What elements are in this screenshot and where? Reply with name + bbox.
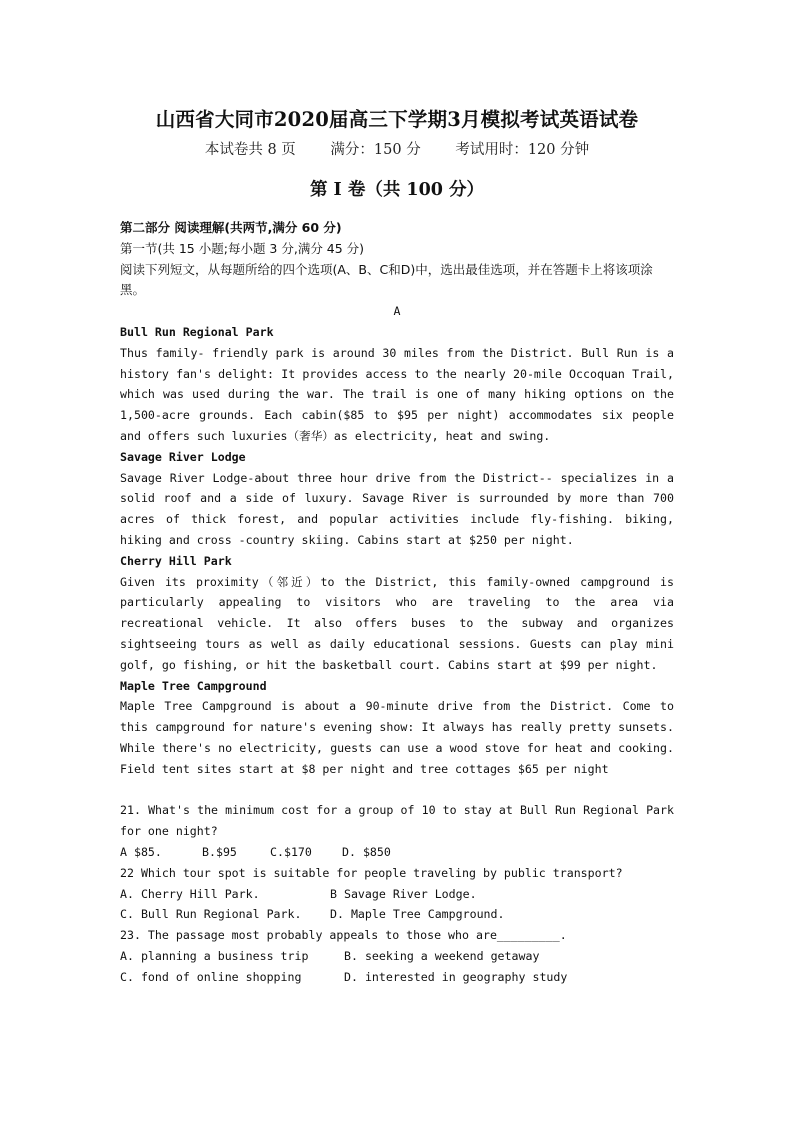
passage-heading: Savage River Lodge: [120, 449, 246, 464]
section-heading: 第二部分 阅读理解(共两节,满分 60 分): [120, 220, 342, 235]
option-a: A $85.: [120, 844, 162, 859]
option-b: B Savage River Lodge.: [330, 886, 477, 901]
passage-text: Savage River Lodge-about three hour drive from the District-- specializes in a solid roof and a side of luxury. Savage River is surrounded by more than 700 acres of thick forest, and popular activities include fly-fishing. biking, hiking and cross -country skiing. Cabins start at $250 per night.: [120, 470, 674, 547]
passage-heading: Cherry Hill Park: [120, 553, 232, 568]
question-options: [120, 946, 674, 967]
question-options: [120, 842, 674, 863]
volume-heading: 第 I 卷（共 100 分）: [309, 180, 485, 200]
full-score: 满分：150 分: [330, 142, 421, 158]
option-c: C.$170: [270, 844, 312, 859]
option-d: D. interested in geography study: [344, 969, 568, 984]
section-subheading: 第一节(共 15 小题;每小题 3 分,满分 45 分): [120, 240, 365, 256]
option-d: D. Maple Tree Campground.: [330, 907, 505, 922]
page-count: 本试卷共 8 页: [204, 142, 296, 158]
question-options: [120, 967, 674, 988]
question-stem: 23. The passage most probably appeals to those who are_________.: [120, 928, 567, 943]
passage-text: Thus family- friendly park is around 30 miles from the District. Bull Run is a history fan's delight: It provides access to the nearly 20-mile Occoquan Trail, which was used during the war. The trail is one of many hiking options on the 1,500-acre grounds. Each cabin($85 to $95 per night) accommodates six people and offers such luxuries（奢华）as electricity, heat and swing.: [120, 345, 674, 443]
exam-title: 山西省大同市2020届高三下学期3月模拟考试英语试卷: [155, 108, 639, 131]
option-a: A. planning a business trip: [120, 948, 309, 963]
reading-section: [120, 218, 674, 987]
question-options: [120, 904, 674, 925]
option-c: C. Bull Run Regional Park.: [120, 907, 302, 922]
passage-text: Given its proximity（邻近）to the District, this family-owned campground is particularly appealing to visitors who are traveling to the area via recreational vehicle. It also offers buses to the subway and organizes sightseeing tours as well as daily educational sessions. Guests can play mini golf, go fishing, or hit the basketball court. Cabins start at $99 per night.: [120, 574, 674, 672]
passage-label: A: [393, 304, 401, 319]
question-stem: 21. What's the minimum cost for a group of 10 to stay at Bull Run Regional Park for one night?: [120, 803, 674, 839]
option-d: D. $850: [342, 844, 391, 859]
question-stem: 22 Which tour spot is suitable for people traveling by public transport?: [120, 865, 623, 880]
question-options: [120, 884, 674, 905]
passage-heading: Maple Tree Campground: [120, 678, 267, 693]
option-b: B. seeking a weekend getaway: [344, 948, 540, 963]
passage-heading: Bull Run Regional Park: [120, 324, 274, 339]
passage-text: Maple Tree Campground is about a 90-minute drive from the District. Come to this campground for nature's evening show: It always has really pretty sunsets. While there's no electricity, guests can use a wood stove for heat and cooking. Field tent sites start at $8 per night and tree cottages $65 per night: [120, 699, 674, 776]
option-c: C. fond of online shopping: [120, 969, 302, 984]
exam-time: 考试用时：120 分钟: [455, 142, 590, 158]
option-b: B.$95: [202, 844, 237, 859]
section-instructions: 阅读下列短文，从每题所给的四个选项(A、B、C和D)中，选出最佳选项，并在答题卡上将该项涂黑。: [120, 261, 653, 298]
exam-info: [0, 138, 794, 159]
option-a: A. Cherry Hill Park.: [120, 886, 260, 901]
